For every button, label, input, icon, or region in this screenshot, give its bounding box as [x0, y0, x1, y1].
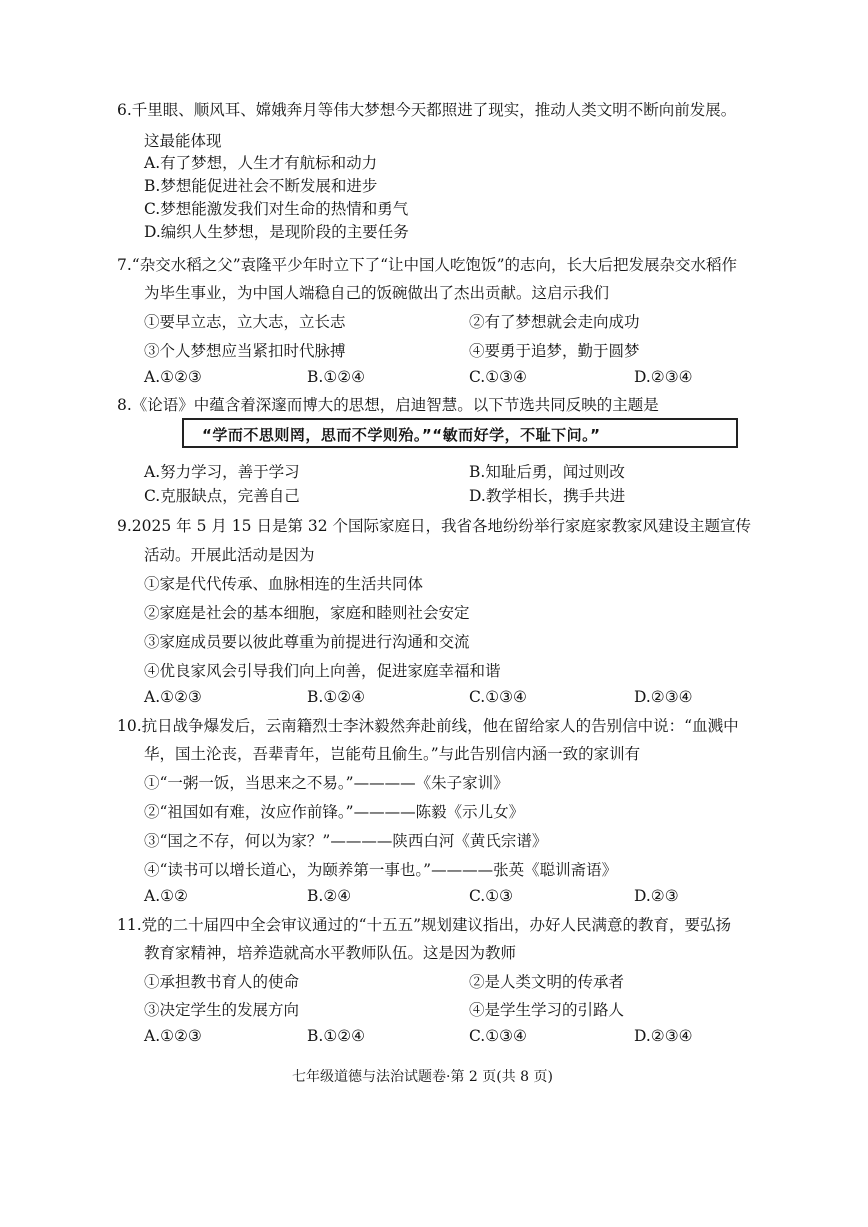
q7-statement-2: ②有了梦想就会走向成功 [469, 313, 640, 331]
q9-statement-4: ④优良家风会引导我们向上向善，促进家庭幸福和谐 [144, 662, 501, 680]
q8-quote-box [182, 418, 738, 448]
q7-option-b: B.①②④ [307, 368, 366, 386]
q6-option-c: C.梦想能激发我们对生命的热情和勇气 [144, 200, 409, 218]
q11-stem-line2: 教育家精神，培养造就高水平教师队伍。这是因为教师 [144, 944, 517, 962]
q9-stem-line1: 9.2025 年 5 月 15 日是第 32 个国际家庭日，我省各地纷纷举行家庭家教家风建设主题宣传 [117, 517, 752, 535]
q9-option-a: A.①②③ [144, 688, 202, 706]
q6-option-d: D.编织人生梦想，是现阶段的主要任务 [144, 223, 409, 241]
q9-statement-2: ②家庭是社会的基本细胞，家庭和睦则社会安定 [144, 604, 470, 622]
q8-option-b: B.知耻后勇，闻过则改 [469, 463, 625, 481]
q8-option-c: C.克服缺点，完善自己 [144, 487, 300, 505]
q7-statement-4: ④要勇于追梦，勤于圆梦 [469, 342, 640, 360]
q10-stem-line2: 华，国土沦丧，吾辈青年，岂能苟且偷生。”与此告别信内涵一致的家训有 [144, 745, 641, 763]
q9-option-b: B.①②④ [307, 688, 366, 706]
q11-statement-3: ③决定学生的发展方向 [144, 1001, 300, 1019]
q11-statement-1: ①承担教书育人的使命 [144, 973, 300, 991]
q7-stem-line1: 7.“杂交水稻之父”袁隆平少年时立下了“让中国人吃饱饭”的志向，长大后把发展杂交水稻作 [117, 256, 737, 274]
q8-stem: 8.《论语》中蕴含着深邃而博大的思想，启迪智慧。以下节选共同反映的主题是 [117, 396, 659, 414]
q10-statement-3: ③“国之不存，何以为家？”————陕西白河《黄氏宗谱》 [144, 832, 548, 850]
q6-stem-line2: 这最能体现 [144, 132, 222, 150]
q9-stem-line2: 活动。开展此活动是因为 [144, 546, 315, 564]
q10-statement-1: ①“一粥一饭，当思来之不易。”————《朱子家训》 [144, 774, 509, 792]
q8-option-a: A.努力学习，善于学习 [144, 463, 300, 481]
q9-option-c: C.①③④ [469, 688, 527, 706]
q7-option-c: C.①③④ [469, 368, 527, 386]
q10-option-a: A.①② [144, 887, 188, 905]
q11-option-c: C.①③④ [469, 1027, 527, 1045]
q11-option-d: D.②③④ [634, 1027, 693, 1045]
page-footer: 七年级道德与法治试题卷·第 2 页(共 8 页) [292, 1069, 553, 1085]
q6-option-a: A.有了梦想，人生才有航标和动力 [144, 154, 378, 172]
q9-statement-1: ①家是代代传承、血脉相连的生活共同体 [144, 575, 424, 593]
q6-stem-line1: 6.千里眼、顺风耳、嫦娥奔月等伟大梦想今天都照进了现实，推动人类文明不断向前发展。 [117, 101, 737, 119]
q9-option-d: D.②③④ [634, 688, 693, 706]
q8-quote-text: “学而不思则罔，思而不学则殆。”“敏而好学，不耻下问。” [202, 426, 601, 444]
q11-option-b: B.①②④ [307, 1027, 366, 1045]
q7-option-d: D.②③④ [634, 368, 693, 386]
q7-stem-line2: 为毕生事业，为中国人端稳自己的饭碗做出了杰出贡献。这启示我们 [144, 284, 610, 302]
q10-option-c: C.①③ [469, 887, 514, 905]
q10-option-b: B.②④ [307, 887, 352, 905]
q11-statement-2: ②是人类文明的传承者 [469, 973, 625, 991]
q6-option-b: B.梦想能促进社会不断发展和进步 [144, 177, 378, 195]
q8-option-d: D.教学相长，携手共进 [469, 487, 626, 505]
q7-statement-3: ③个人梦想应当紧扣时代脉搏 [144, 342, 346, 360]
q11-option-a: A.①②③ [144, 1027, 202, 1045]
q7-statement-1: ①要早立志，立大志，立长志 [144, 313, 346, 331]
q10-stem-line1: 10.抗日战争爆发后，云南籍烈士李沐毅然奔赴前线，他在留给家人的告别信中说：“血溅中 [117, 717, 739, 735]
q10-statement-4: ④“读书可以增长道心，为颐养第一事也。”————张英《聪训斋语》 [144, 861, 618, 879]
q7-option-a: A.①②③ [144, 368, 202, 386]
q10-option-d: D.②③ [634, 887, 679, 905]
q11-stem-line1: 11.党的二十届四中全会审议通过的“十五五”规划建议指出，办好人民满意的教育，要弘扬 [117, 916, 732, 934]
q11-statement-4: ④是学生学习的引路人 [469, 1001, 625, 1019]
q9-statement-3: ③家庭成员要以彼此尊重为前提进行沟通和交流 [144, 633, 470, 651]
q10-statement-2: ②“祖国如有难，汝应作前锋。”————陈毅《示儿女》 [144, 803, 525, 821]
